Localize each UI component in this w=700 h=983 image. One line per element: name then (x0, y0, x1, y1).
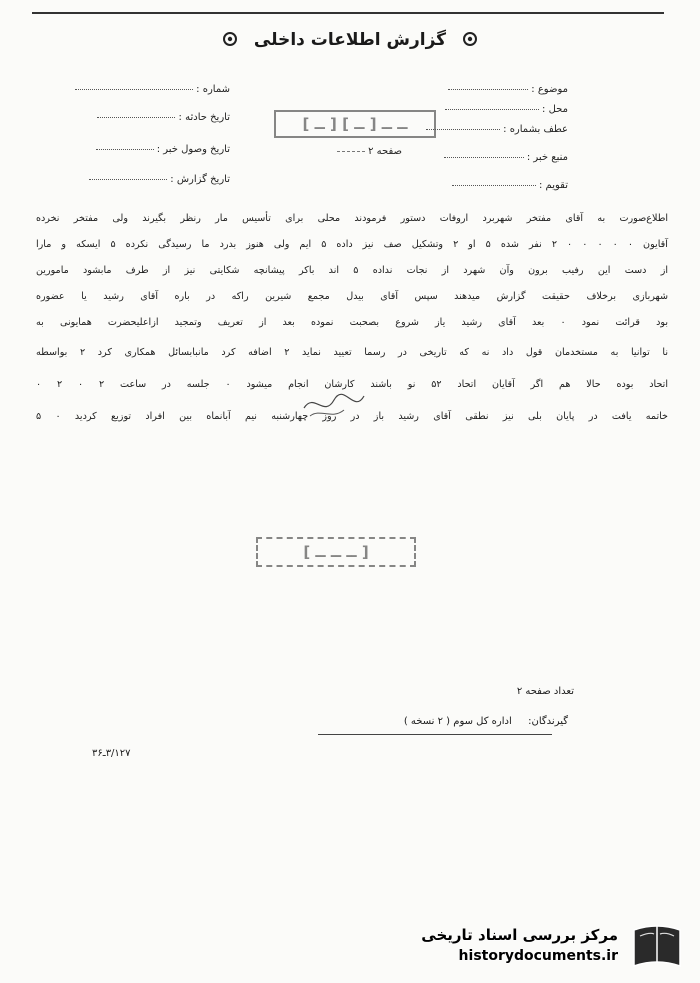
place-field: محل : (445, 104, 568, 115)
reference-number (92, 748, 131, 759)
attachments-text: تعداد صفحه ۲ (516, 686, 574, 697)
watermark-persian: مرکز بررسی اسناد تاریخی (421, 926, 618, 944)
page-label: صفحه ۲ (368, 146, 402, 157)
recipients-line (404, 716, 568, 727)
incident-date-label: تاریخ حادثه (185, 112, 230, 123)
source-number-field: عطف بشماره : (426, 124, 568, 135)
evaluation-label: تقویم (545, 180, 568, 191)
body-line: بود قرائت نمود ۰ بعد آقای رشید یاز شروع بصحبت نموده بعد از تعریف وتمجید ازاعلیحضرت همایونی به (36, 317, 668, 328)
archive-stamp (256, 537, 416, 567)
body-line: خاتمه یافت در پایان بلی نیز نطقی آقای رشید باز در روز چهارشنبه نیم آبانماه بین افراد توزیع کردید ۰ ۵ (36, 411, 668, 422)
redaction-stamp (274, 110, 436, 138)
number-label: شماره (202, 84, 230, 95)
book-logo-icon (628, 920, 686, 972)
recipients-value: اداره کل سوم ( ۲ نسخه ) (403, 716, 512, 727)
handwritten-mark (300, 388, 370, 422)
body-line: از دست این رفیب برون وآن شهرد از نجات نداده ۵ اند باکر پیشانچه شکایتی نیز از طرف مابشود مامورین (36, 265, 668, 276)
news-date-label: تاریخ وصول خبر (163, 144, 230, 155)
body-line: شهربازی برخلاف حقیقت گزارش میدهند سپس آقای بیدل مجمع شیرین راکه در باره آقای رشید یا عضوره (36, 291, 668, 302)
report-date-label: تاریخ گزارش (176, 174, 230, 185)
emblem-icon (462, 31, 478, 47)
news-source-label: منبع خبر (533, 152, 568, 163)
body-line: اتحاد بوده حالا هم اگر آقایان اتحاد ۵۲ نو باشند کارشان انجام میشود ۰ جلسه در ساعت ۲ ۰ ۲ ۰ (36, 379, 668, 390)
emblem-icon (222, 31, 238, 47)
document-header (0, 30, 700, 50)
recipients-underline (318, 734, 552, 735)
document-title: گزارش اطلاعات داخلی (253, 30, 447, 50)
evaluation-field: تقویم : (452, 180, 568, 191)
attachments-note (517, 686, 574, 697)
news-date-field: تاریخ وصول خبر : (96, 144, 230, 155)
body-line: آقایون ۰ ۰ ۰ ۰ ۰ ۲ نفر شده ۵ او ۲ وتشکیل صف نیز داده ۵ ایم ولی هنوز بدرد ما رسیدگی نکرده ۵ ایسکه و مارا (36, 239, 668, 250)
subject-field: موضوع : (448, 84, 568, 95)
watermark-url: historydocuments.ir (458, 948, 618, 964)
incident-date-field: تاریخ حادثه : (97, 112, 230, 123)
archive-stamp-text: [ ــ ــ ــ ] (303, 543, 369, 561)
news-source-field: منبع خبر : (444, 152, 568, 163)
body-line: اطلاع‌صورت به آقای مفتخر شهربرد اروفات دستور فرمودند محلی برای تأسیس مار رنظر بگیرند ولی مفتخر نخرده (36, 213, 668, 224)
watermark (410, 918, 692, 974)
report-date-field: تاریخ گزارش : (89, 174, 230, 185)
top-rule (32, 12, 664, 14)
place-label: محل (548, 104, 568, 115)
redaction-stamp-text: [ ــ ] ــ ــ [ ــ ] (302, 115, 408, 133)
reference-number-text: ۳/۱۲۷ـ۳۶ (92, 748, 131, 759)
body-line: نا توانیا به مستخدمان قول داد نه که تاریخی در رسما تعیید نماید ۲ اضافه کرد مانبابسائل همکاری کرد ۲ بواسطه (36, 347, 668, 358)
recipients-label: گیرندگان: (528, 716, 568, 727)
source-number-label: عطف بشماره (509, 124, 568, 135)
number-field: شماره : (75, 84, 230, 95)
subject-label: موضوع (537, 84, 568, 95)
page-field (337, 146, 402, 157)
